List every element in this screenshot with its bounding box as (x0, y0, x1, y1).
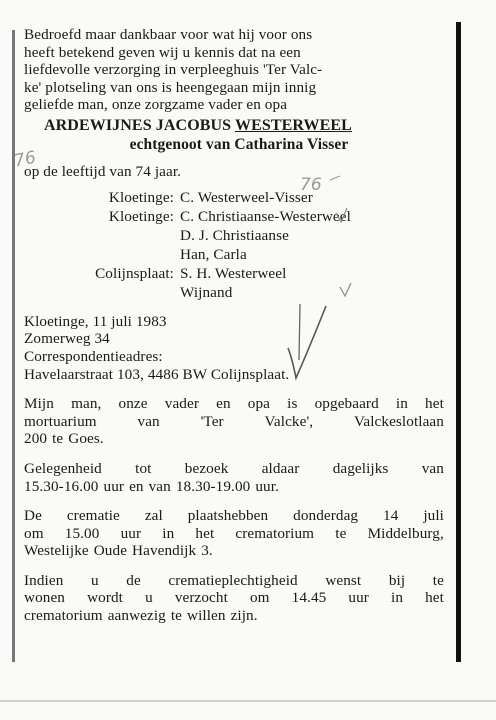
paragraph-line (24, 525, 444, 543)
word: donderdag (293, 507, 359, 525)
word: uur (103, 477, 125, 495)
word: Havendijk (132, 542, 197, 560)
word: 200 (24, 430, 48, 448)
word: 'Ter (200, 412, 224, 430)
paragraph-attendance (24, 572, 444, 625)
paragraph-line (24, 542, 444, 560)
address-block (24, 313, 444, 383)
family-row (24, 283, 444, 302)
word: Westelijke (24, 542, 89, 560)
word: bij (388, 571, 406, 589)
family-row (24, 226, 444, 245)
address-line: Correspondentieadres: (24, 347, 163, 365)
word: crematieplechtigheid (168, 571, 298, 589)
word: te (170, 607, 183, 625)
paragraph-line (24, 589, 444, 607)
word: onze (118, 395, 148, 413)
word: Valcke', (264, 412, 314, 430)
word: Gelegenheid (24, 459, 102, 477)
word: Valckeslotlaan (354, 412, 444, 430)
family-row (24, 188, 444, 207)
intro-line: geliefde man, onze zorgzame vader en opa (24, 96, 288, 114)
word: te (52, 430, 64, 448)
handwritten-number: 76 (12, 147, 38, 172)
deceased-name (24, 117, 444, 135)
word: 15.00 (64, 524, 100, 542)
word: 3. (201, 542, 213, 560)
paragraph-cremation (24, 507, 444, 560)
right-border-line (456, 22, 461, 662)
family-place (24, 226, 180, 245)
address-line: Havelaarstraat 103, 4486 BW Colijnsplaat. (24, 365, 290, 383)
family-place (24, 245, 180, 264)
word: willen (187, 607, 226, 625)
word: plaatshebben (187, 507, 269, 525)
word: Indien (24, 571, 64, 589)
word: om (249, 589, 270, 607)
family-row (24, 264, 444, 283)
death-notice (24, 26, 444, 625)
word: 18.30-19.00 (175, 477, 251, 495)
handwritten-number: 76 (300, 175, 322, 195)
word: vader (164, 395, 199, 413)
word: in (391, 589, 404, 607)
paragraph-line (24, 430, 444, 448)
family-place (24, 283, 180, 302)
word: is (287, 395, 298, 413)
word: van (137, 412, 160, 430)
family-list (24, 188, 444, 302)
word: en (129, 477, 144, 495)
word: crematorium (235, 524, 315, 542)
deceased-surname: WESTERWEEL (234, 116, 352, 134)
word: tot (135, 459, 152, 477)
family-row (24, 207, 444, 226)
word: uur. (255, 477, 279, 495)
family-name: C. Westerweel-Visser (180, 188, 313, 206)
paragraph-line (24, 607, 444, 625)
word: het (425, 589, 444, 607)
word: in (395, 395, 408, 413)
intro-line: heeft betekend geven wij u kennis dat na een (24, 43, 301, 61)
paragraph-line (24, 572, 444, 590)
family-name: S. H. Westerweel (180, 264, 287, 282)
word: in (162, 524, 175, 542)
word: wonen (24, 589, 65, 607)
word: van (148, 477, 171, 495)
paragraph-line (24, 478, 444, 496)
word: Goes. (68, 430, 104, 448)
deceased-given-names: ARDEWIJNES JACOBUS (44, 116, 232, 134)
word: 14 (383, 507, 399, 525)
word: uur (348, 589, 369, 607)
word: 15.30-16.00 (24, 477, 99, 495)
paragraph-line (24, 460, 444, 478)
family-name: D. J. Christiaanse (180, 226, 289, 244)
word: en (216, 395, 231, 413)
word: te (335, 524, 347, 542)
paragraph-visiting (24, 460, 444, 495)
word: Middelburg, (367, 524, 444, 542)
family-place: Kloetinge: (108, 207, 174, 225)
page-bottom-edge (0, 700, 496, 702)
paragraph-laid-out (24, 395, 444, 448)
intro-line: Bedroefd maar dankbaar voor wat hij voor ons (24, 26, 313, 43)
word: om (24, 524, 44, 542)
address-line: Zomerweg 34 (24, 330, 110, 348)
word: u (90, 571, 99, 589)
word: 14.45 (291, 589, 327, 607)
paragraph-line (24, 395, 444, 413)
word: aldaar (261, 459, 300, 477)
left-border-line (12, 30, 15, 662)
word: Mijn (24, 395, 54, 413)
word: uur (120, 524, 142, 542)
word: het (195, 524, 215, 542)
word: aanwezig (107, 607, 166, 625)
word: crematie (66, 507, 120, 525)
word: crematorium (24, 607, 103, 625)
word: zijn. (230, 607, 258, 625)
word: Oude (93, 542, 128, 560)
word: van (421, 459, 444, 477)
word: bezoek (184, 459, 229, 477)
address-line: Kloetinge, 11 juli 1983 (24, 312, 167, 330)
word: het (425, 395, 444, 413)
spouse-line: echtgenoot van Catharina Visser (129, 135, 349, 153)
intro-line: liefdevolle verzorging in verpleeghuis 'Ter Valc- (24, 61, 323, 79)
word: opa (247, 395, 271, 413)
word: De (24, 507, 42, 525)
family-row (24, 245, 444, 264)
family-place: Colijnsplaat: (95, 264, 174, 282)
age-line: op de leeftijd van 74 jaar. (24, 163, 182, 181)
word: zal (144, 507, 163, 525)
word: juli (423, 507, 444, 525)
intro-text (24, 26, 444, 114)
intro-line: ke' plotseling van ons is heengegaan mijn innig (24, 78, 317, 96)
paragraph-line (24, 413, 444, 431)
word: dagelijks (332, 459, 389, 477)
word: mortuarium (24, 412, 97, 430)
word: opgebaard (314, 395, 379, 413)
word: man, (71, 395, 102, 413)
family-name: Han, Carla (180, 245, 247, 263)
word: de (126, 571, 141, 589)
word: wordt (87, 589, 123, 607)
family-name: Wijnand (180, 283, 233, 301)
word: wenst (325, 571, 362, 589)
word: u (145, 589, 153, 607)
family-name: C. Christiaanse-Westerweel (180, 207, 351, 225)
family-place: Kloetinge: (108, 188, 174, 206)
word: verzocht (174, 589, 228, 607)
word: te (432, 571, 444, 589)
paragraph-line (24, 507, 444, 525)
